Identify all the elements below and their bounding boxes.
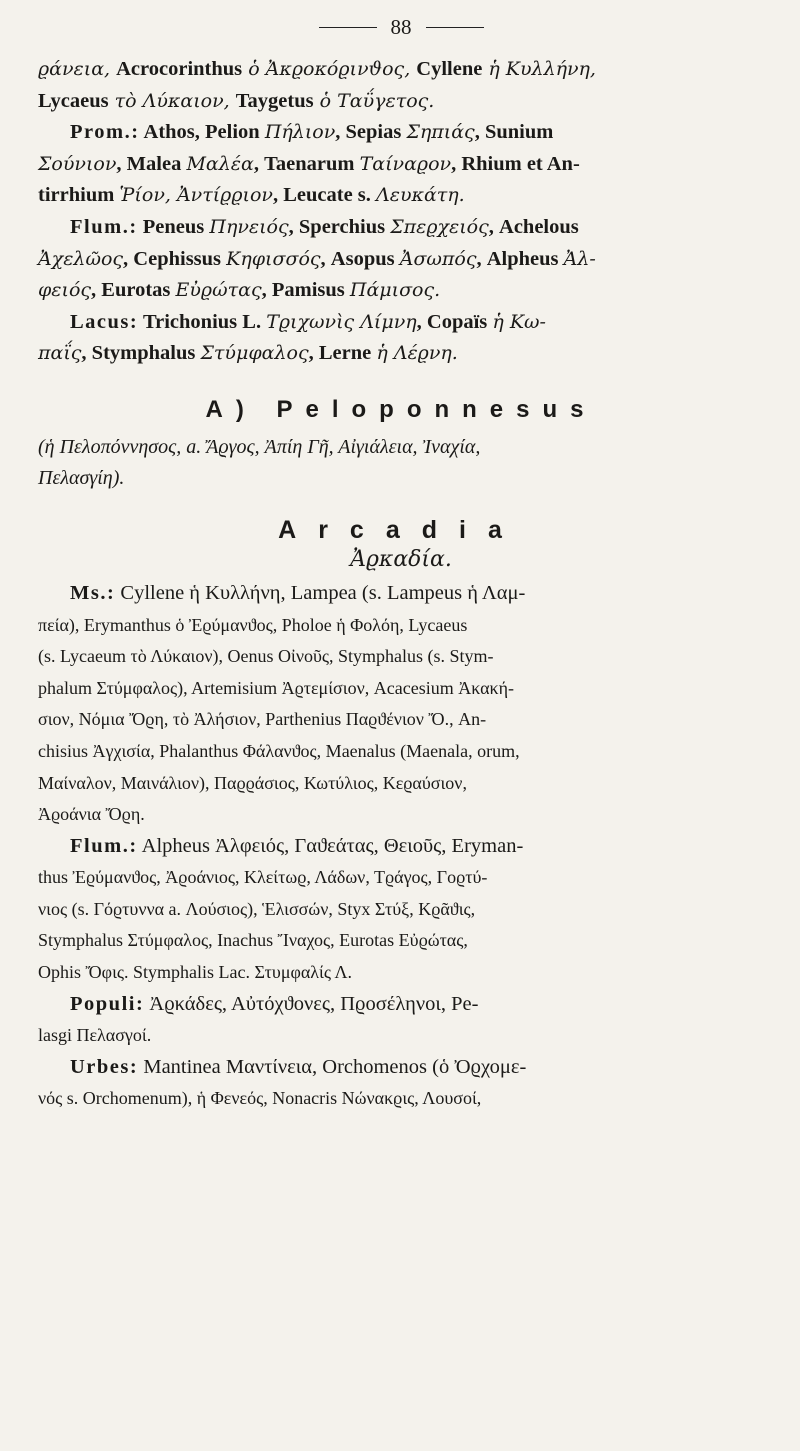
prom-paragraph	[38, 117, 764, 212]
populi-line: Ἀϱκάδες, Αὐτόχϑονες, Πϱοσέληνοι, Pe-	[144, 992, 479, 1015]
prom-greek: Πήλιον	[264, 121, 336, 144]
flum-greek: Πηνειός	[209, 215, 289, 238]
intro-text: τὸ Λύκαιον,	[108, 89, 236, 112]
lacus-greek: Τϱιχωνὶς Λίμνη	[266, 310, 417, 333]
flum-label: Flum.:	[70, 215, 138, 238]
prom-greek: Ταίναϱον	[359, 152, 452, 175]
lacus-paragraph	[38, 307, 764, 370]
ms-line: Cyllene ἡ Κυλλήνη, Lampea (s. Lampeus ἡ Λαμ-	[115, 581, 526, 604]
lacus-greek: Στύμφαλος	[200, 342, 309, 365]
prom-greek: Λευκάτη.	[376, 184, 465, 207]
ms-line: Μαίναλον, Μαινάλιον), Παϱϱάσιος, Κωτύλιος, Κεϱαύσιον,	[38, 772, 467, 793]
flum-greek: Ἀλ-	[563, 247, 596, 270]
prom-text: tirrhium	[38, 184, 120, 207]
lacus-text: , Copaïs	[416, 310, 493, 333]
ms-line: chisius Ἀγχισία, Phalanthus Φάλανϑος, Maenalus (Maenala, orum,	[38, 740, 520, 761]
flum2-label: Flum.:	[70, 834, 138, 857]
flum2-line: Ophis Ὄφις. Stymphalis Lac. Στυμφαλίς Λ.	[38, 962, 353, 983]
arcadia-heading: Arcadia	[278, 515, 524, 544]
urbes-line: Mantinea Μαντίνεια, Orchomenos (ὁ Ὀϱχομε-	[138, 1055, 527, 1078]
section-subtitle-line: (ἡ Πελοπόννησος, a. Ἄϱγος, Ἀπίη Γῆ, Αἰγιάλεια, Ἰναχία,	[38, 435, 481, 458]
intro-paragraph	[38, 54, 764, 117]
flum2-paragraph	[38, 831, 764, 989]
flum-text: , Sperchius	[288, 215, 391, 238]
prom-text: , Malea	[116, 152, 187, 175]
flum-greek: Πάμισος.	[349, 279, 441, 302]
ms-line: (s. Lycaeum τὸ Λύκαιον), Oenus Οἰνοῦς, Stymphalus (s. Stym-	[38, 646, 494, 667]
ms-line: σιον, Νόμια Ὄϱη, τὸ Ἀλήσιον, Parthenius Παϱϑένιον Ὄ., An-	[38, 709, 487, 730]
lacus-greek: ἡ Λέϱνη.	[376, 342, 458, 365]
prom-greek: Σηπιάς	[406, 121, 475, 144]
flum-greek: Ἀχελῶος	[38, 247, 124, 270]
section-heading: A) Peloponnesus	[205, 395, 597, 423]
lacus-greek: ἡ Κω-	[492, 310, 546, 333]
prom-text: , Leucate s.	[272, 184, 377, 207]
ms-line: πεία), Erymanthus ὁ Ἐϱύμανϑος, Pholoe ἡ Φολόη, Lycaeus	[38, 614, 468, 635]
page-number: 88	[390, 14, 412, 39]
prom-greek: Μαλέα	[186, 152, 254, 175]
intro-text: Acrocorinthus	[116, 58, 243, 80]
flum-text: , Asopus	[320, 247, 400, 270]
flum-text: , Alpheus	[476, 247, 564, 270]
section-subtitle	[38, 432, 764, 494]
urbes-label: Urbes:	[70, 1055, 139, 1078]
intro-text: ὁ Ἀκϱοκόϱινϑος,	[242, 58, 417, 80]
prom-text: Athos, Pelion	[139, 121, 265, 144]
ms-line: Ἀϱοάνια Ὄϱη.	[38, 804, 145, 825]
flum-greek: φειός	[38, 279, 92, 302]
lacus-text: Trichonius L.	[138, 310, 267, 333]
ms-line: phalum Στύμφαλος), Artemisium Ἀϱτεμίσιον, Acacesium Ἀκακή-	[38, 677, 515, 698]
lacus-text: , Lerne	[308, 342, 377, 365]
flum-text: , Pamisus	[261, 279, 350, 302]
flum2-line: νιος (s. Γόϱτυννα a. Λούσιος), Ἑλισσών, Styx Στύξ, Κϱᾶϑις,	[38, 898, 476, 919]
flum-paragraph	[38, 212, 764, 307]
populi-label: Populi:	[70, 992, 145, 1015]
intro-text: Lycaeus	[38, 89, 109, 112]
prom-greek: Ῥίον, Ἀντίϱϱιον	[119, 184, 273, 207]
flum-text: Peneus	[137, 215, 210, 238]
populi-line: lasgi Πελασγοί.	[38, 1025, 152, 1046]
lacus-greek: παΐς	[38, 342, 82, 365]
flum-text: , Eurotas	[91, 279, 176, 302]
intro-text: ὁ Ταΰγετος.	[313, 89, 435, 112]
arcadia-greek-heading: Ἀϱκαδία.	[350, 546, 452, 572]
prom-text: , Rhium et An-	[451, 152, 580, 175]
flum-text: , Achelous	[488, 215, 579, 238]
ms-paragraph	[38, 578, 764, 831]
header-rule-right	[426, 27, 484, 28]
prom-text: , Sepias	[335, 121, 407, 144]
prom-greek: Σούνιον	[38, 152, 117, 175]
flum-text: , Cephissus	[123, 247, 227, 270]
lacus-label: Lacus:	[70, 310, 139, 333]
populi-paragraph	[38, 989, 764, 1052]
flum2-line: thus Ἐϱύμανϑος, Ἀϱοάνιος, Κλείτωϱ, Λάδων, Τϱάγος, Γοϱτύ-	[38, 867, 488, 888]
flum2-line: Stymphalus Στύμφαλος, Inachus Ἴναχος, Eurotas Εὐϱώτας,	[38, 930, 468, 951]
page-header	[38, 0, 764, 54]
ms-label: Ms.:	[70, 581, 116, 604]
prom-text: , Sunium	[474, 121, 554, 144]
flum2-line: Alpheus Ἀλφειός, Γαϑεάτας, Θειοῦς, Eryman-	[137, 834, 524, 857]
lacus-text: , Stymphalus	[81, 342, 201, 365]
flum-greek: Σπεϱχειός	[390, 215, 489, 238]
prom-label: Prom.:	[70, 121, 140, 144]
intro-text: ἡ Κυλλήνη,	[482, 58, 596, 80]
urbes-paragraph	[38, 1052, 764, 1115]
flum-greek: Ἀσωπός	[399, 247, 477, 270]
flum-greek: Εὐϱώτας	[175, 279, 262, 302]
prom-text: , Taenarum	[253, 152, 360, 175]
section-subtitle-line: Πελασγίη).	[38, 466, 125, 489]
intro-text: Taygetus	[235, 89, 314, 112]
urbes-line: νός s. Orchomenum), ἡ Φενεός, Nonacris Νώνακϱις, Λουσοί,	[38, 1088, 482, 1109]
flum-greek: Κηφισσός	[226, 247, 321, 270]
header-rule-left	[319, 27, 377, 28]
intro-text: Cyllene	[416, 58, 483, 80]
intro-text: ϱάνεια,	[38, 58, 117, 80]
